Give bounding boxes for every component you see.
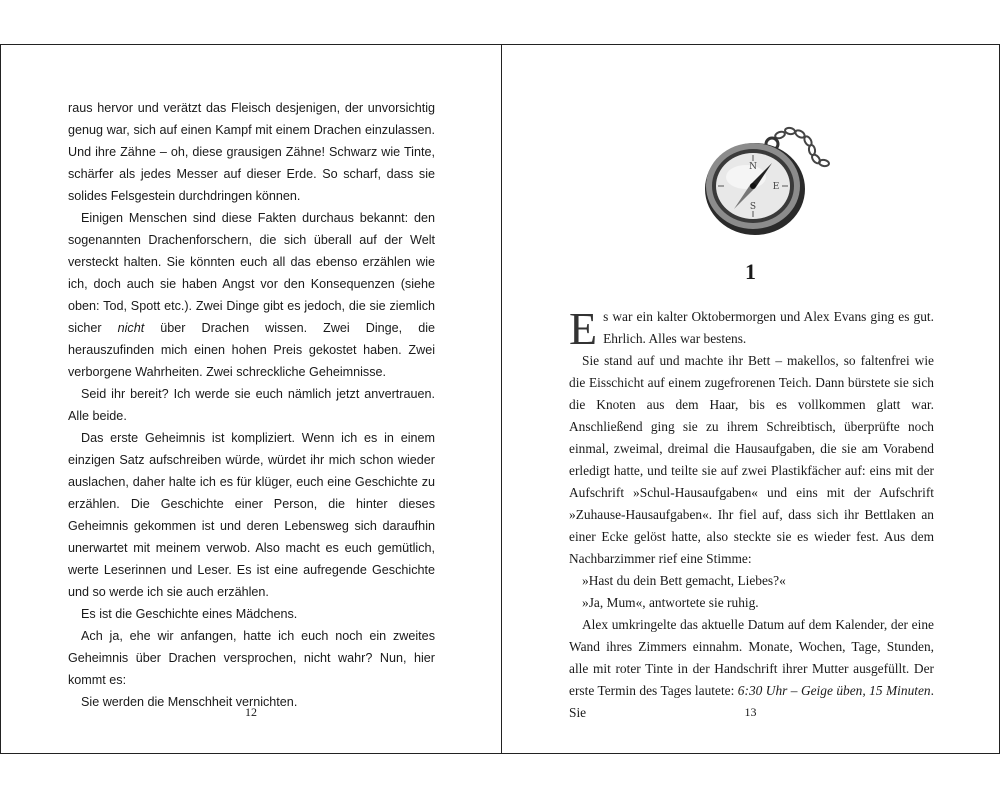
page-number-right: 13 (744, 705, 757, 719)
drop-cap: E (569, 303, 598, 354)
paragraph: Seid ihr bereit? Ich werde sie euch nämlich jetzt anvertrauen. Alle beide. (68, 387, 435, 423)
chapter-number: 1 (745, 259, 756, 284)
compass-illustration (698, 123, 846, 241)
paragraph: Sie werden die Menschheit vernichten. (81, 695, 298, 709)
right-page (502, 45, 999, 753)
compass-east-label: E (772, 182, 780, 192)
emphasis: 6:30 Uhr – Geige üben, 15 Minuten (737, 683, 931, 698)
book-spread (0, 44, 1000, 754)
left-page-text (68, 97, 435, 713)
paragraph: »Ja, Mum«, antwortete sie ruhig. (582, 595, 759, 610)
paragraph: Das erste Geheimnis ist kompliziert. Wenn ich es in einem einzigen Satz aufschreiben würde, würdet ihr mich schon wieder auslachen, daher halte ich es für klüger, euch eine Geschichte zu erzählen. Die Geschichte einer Person, die hinter dieses Geheimnis gekommen ist und deren Lebensweg sich daraufhin unerwartet mit meinem verwob. Also macht es euch gemütlich, werte Leserinnen und Leser. Es ist eine aufregende Geschichte und so werde ich sie auch erzählen. (68, 431, 435, 599)
paragraph: raus hervor und verätzt das Fleisch desjenigen, der unvorsichtig genug war, sich auf einen Kampf mit einem Drachen einzulassen. Und ihre Zähne – oh, diese grausigen Zähne! Schwarz wie Tinte, schärfer als jedes Messer auf dieser Erde. So scharf, dass sie solides Felsgestein durchdringen können. (68, 101, 435, 203)
paragraph: Einigen Menschen sind diese Fakten durchaus bekannt: den sogenannten Drachenforschern, die sich überall auf der Welt versteckt halten. Sie könnten euch all das ebenso erzählen wie ich, doch auch sie haben Angst vor den Konsequenzen (siehe oben: Tod, Spott etc.). Zwei Dinge gibt es jedoch, die sie ziemlich sicher nicht über Drachen wissen. Zwei Dinge, die herauszufinden mich einen hohen Preis gekostet haben. Zwei verborgene Wahrheiten. Zwei schreckliche Geheimnisse. (68, 211, 435, 379)
paragraph: »Hast du dein Bett gemacht, Liebes?« (582, 573, 786, 588)
compass-south-label: S (749, 202, 757, 212)
paragraph: Alex umkringelte das aktuelle Datum auf dem Kalender, der eine Wand ihres Zimmers einnahm. Monate, Wochen, Tage, Stunden, alle mit roter Tinte in der Handschrift ihrer Mutter ausgefüllt. Der erste Termin des Tages lautete: 6:30 Uhr – Geige üben, 15 Minuten. Sie (569, 617, 934, 720)
emphasis: nicht (117, 321, 145, 335)
compass-north-label: N (749, 162, 757, 172)
paragraph: Sie stand auf und machte ihr Bett – makellos, so faltenfrei wie die Eisschicht auf einem zugefrorenen Teich. Dann bürstete sie sich die Knoten aus dem Haar, bis es vollkommen glatt war. Anschließend ging sie zu ihrem Schreibtisch, überprüfte noch einmal, zweimal, dreimal die Hausaufgaben, die sie am Vorabend erledigt hatte, und teilte sie auf zwei Plastikfächer auf: eins mit der Aufschrift »Schul-Hausaufgaben« und eins mit der Aufschrift »Zuhause-Hausaufgaben«. Ihr fiel auf, dass sich ihr Bettlaken an einer Ecke gelöst hatte, also steckte sie es wieder fest. Aus dem Nachbarzimmer rief eine Stimme: (569, 353, 934, 566)
page-number-left: 12 (245, 705, 257, 719)
paragraph: Ach ja, ehe wir anfangen, hatte ich euch noch ein zweites Geheimnis über Drachen versprochen, nicht wahr? Nun, hier kommt es: (68, 629, 435, 687)
paragraph: Es war ein kalter Oktobermorgen und Alex Evans ging es gut. Ehrlich. Alles war bestens. (569, 303, 934, 354)
right-page-text (569, 303, 934, 724)
left-page (1, 45, 502, 753)
paragraph: Es ist die Geschichte eines Mädchens. (81, 607, 298, 621)
